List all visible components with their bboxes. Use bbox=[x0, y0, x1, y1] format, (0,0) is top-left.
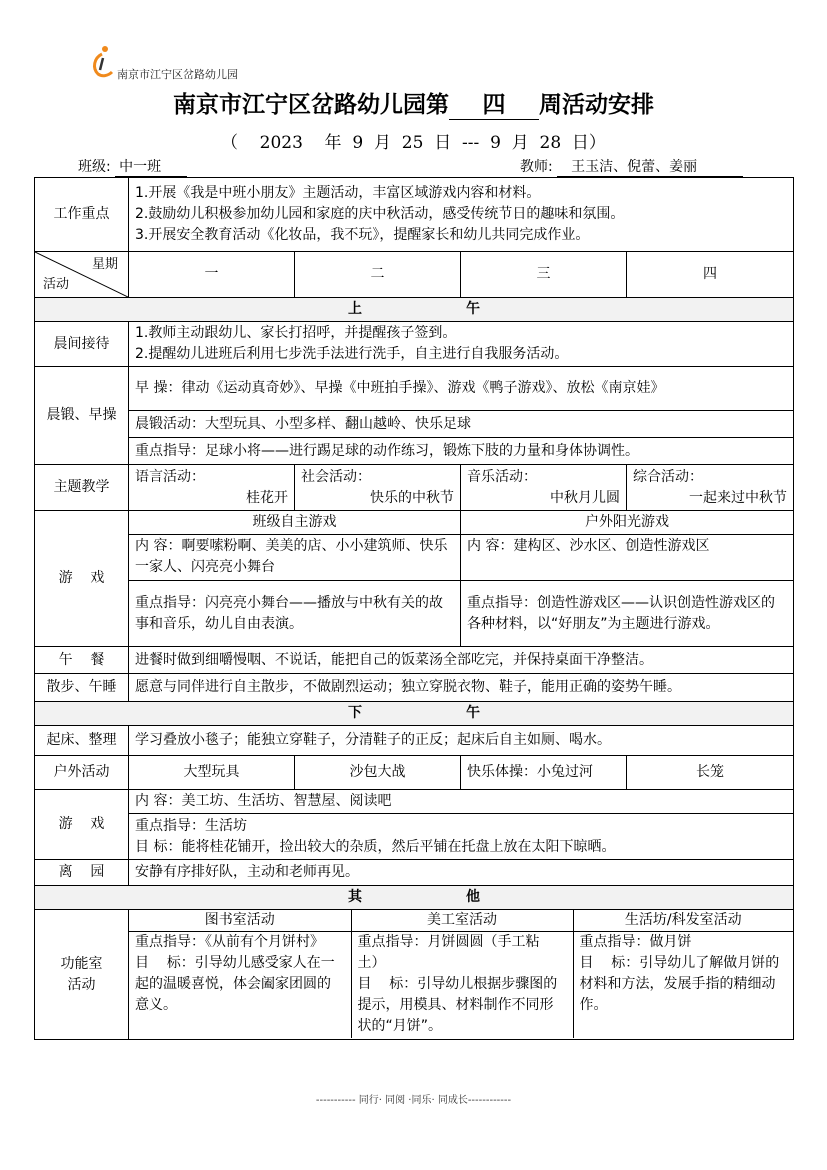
leave-content: 安静有序排好队，主动和老师再见。 bbox=[129, 860, 794, 886]
pm-games-guide: 重点指导：生活坊 bbox=[135, 817, 247, 834]
nap-row bbox=[35, 674, 794, 702]
nap-label: 散步、午睡 bbox=[35, 674, 129, 702]
outdoor-cell-thu: 长笼 bbox=[627, 756, 794, 790]
reception-content bbox=[129, 322, 794, 367]
outdoor-games-guide: 重点指导：创造性游戏区——认识创造性游戏区的各种材料，以“好朋友”为主题进行游戏。 bbox=[461, 581, 794, 647]
library-room-detail: 重点指导：《从前有个月饼村》 目 标：引导幼儿感受家人在一起的温暖喜悦，体会阖家团圆的意义。 bbox=[135, 934, 335, 1013]
theme-row bbox=[35, 465, 794, 511]
focus-label: 工作重点 bbox=[35, 178, 129, 252]
games-content-row bbox=[35, 535, 794, 581]
pm-games-label: 游 戏 bbox=[35, 790, 129, 860]
morning-section-title: 上 午 bbox=[35, 298, 794, 322]
theme-cell-music: 音乐活动： 中秋月儿圆 bbox=[461, 465, 627, 511]
exercise-guide: 重点指导：足球小将——进行踢足球的动作练习，锻炼下肢的力量和身体协调性。 bbox=[129, 438, 794, 465]
other-section-row bbox=[35, 886, 794, 910]
class-games-content: 内 容：啊要嗦粉啊、美美的店、小小建筑师、快乐一家人、闪亮亮小舞台 bbox=[129, 535, 461, 581]
teacher-label: 教师: bbox=[520, 159, 553, 175]
pm-games-guide-cell bbox=[129, 814, 794, 860]
teacher-info bbox=[520, 156, 743, 177]
morning-section-row bbox=[35, 298, 794, 322]
outdoor-games-content: 内 容：建构区、沙水区、创造性游戏区 bbox=[461, 535, 794, 581]
wakeup-row bbox=[35, 726, 794, 756]
outdoor-label: 户外活动 bbox=[35, 756, 129, 790]
rooms-content bbox=[129, 910, 794, 1040]
focus-row bbox=[35, 178, 794, 252]
outdoor-games-title: 户外阳光游戏 bbox=[461, 511, 794, 535]
date-range: （ 2023 年 9 月 25 日 --- 9 月 28 日） bbox=[221, 133, 606, 153]
theme-cell-language: 语言活动： 桂花开 bbox=[129, 465, 295, 511]
corner-activity-label: 活动 bbox=[43, 277, 70, 292]
teacher-value: 王玉洁、倪蕾、姜丽 bbox=[557, 156, 743, 177]
outdoor-row bbox=[35, 756, 794, 790]
art-room-title: 美工室活动 bbox=[351, 910, 573, 932]
exercise-activities: 晨锻活动：大型玩具、小型多样、翻山越岭、快乐足球 bbox=[129, 411, 794, 438]
reception-row bbox=[35, 322, 794, 367]
page-footer: ----------- 同行· 同阅 ·同乐· 同成长------------ bbox=[315, 1095, 512, 1106]
exercise-morning-drill: 早 操：律动《运动真奇妙》、早操《中班拍手操》、游戏《鸭子游戏》、放松《南京娃》 bbox=[129, 367, 794, 411]
weekday-corner-cell bbox=[35, 252, 129, 298]
nap-content: 愿意与同伴进行自主散步，不做剧烈运动；独立穿脱衣物、鞋子，能用正确的姿势午睡。 bbox=[129, 674, 794, 702]
weekday-mon: 一 bbox=[129, 252, 295, 298]
title-prefix: 南京市江宁区岔路幼儿园第 bbox=[173, 91, 449, 118]
exercise-row-3 bbox=[35, 438, 794, 465]
outdoor-cell-tue: 沙包大战 bbox=[295, 756, 461, 790]
reception-item: 2.提醒幼儿进班后利用七步洗手法进行洗手，自主进行自我服务活动。 bbox=[135, 346, 569, 362]
weekday-tue: 二 bbox=[295, 252, 461, 298]
school-logo-icon bbox=[90, 44, 116, 80]
focus-item: 3.开展安全教育活动《化妆品，我不玩》，提醒家长和幼儿共同完成作业。 bbox=[135, 227, 590, 243]
pm-games-row-2 bbox=[35, 814, 794, 860]
rooms-inner-table bbox=[129, 910, 793, 1038]
theme-label: 主题教学 bbox=[35, 465, 129, 511]
rooms-label: 功能室 活动 bbox=[35, 910, 129, 1040]
afternoon-section-row bbox=[35, 702, 794, 726]
class-games-guide: 重点指导：闪亮亮小舞台——播放与中秋有关的故事和音乐，幼儿自由表演。 bbox=[129, 581, 461, 647]
other-section-title: 其 他 bbox=[35, 886, 794, 910]
outdoor-cell-mon: 大型玩具 bbox=[129, 756, 295, 790]
class-value: 中一班 bbox=[115, 156, 187, 177]
lunch-content: 进餐时做到细嚼慢咽、不说话，能把自己的饭菜汤全部吃完，并保持桌面干净整洁。 bbox=[129, 647, 794, 674]
wakeup-label: 起床、整理 bbox=[35, 726, 129, 756]
weekday-header-row bbox=[35, 252, 794, 298]
focus-item: 1.开展《我是中班小朋友》主题活动，丰富区域游戏内容和材料。 bbox=[135, 185, 541, 201]
pm-games-content: 内 容：美工坊、生活坊、智慧屋、阅读吧 bbox=[129, 790, 794, 814]
schedule-table bbox=[34, 177, 794, 1040]
lunch-row bbox=[35, 647, 794, 674]
rooms-detail-row bbox=[129, 932, 793, 1039]
weekday-wed: 三 bbox=[461, 252, 627, 298]
focus-content bbox=[129, 178, 794, 252]
pm-games-goal: 目 标：能将桂花铺开，捡出较大的杂质，然后平铺在托盘上放在太阳下晾晒。 bbox=[135, 838, 616, 855]
class-info bbox=[78, 156, 187, 177]
reception-item: 1.教师主动跟幼儿、家长打招呼，并提醒孩子签到。 bbox=[135, 325, 457, 341]
leave-row bbox=[35, 860, 794, 886]
library-room-title: 图书室活动 bbox=[129, 910, 351, 932]
weekday-thu: 四 bbox=[627, 252, 794, 298]
logo-text: 南京市江宁区岔路幼儿园 bbox=[117, 68, 238, 81]
corner-weekday-label: 星期 bbox=[91, 257, 118, 272]
exercise-row-1 bbox=[35, 367, 794, 411]
afternoon-section-title: 下 午 bbox=[35, 702, 794, 726]
class-label: 班级: bbox=[78, 159, 111, 175]
school-logo bbox=[90, 44, 290, 84]
life-room-title: 生活坊/科发室活动 bbox=[573, 910, 793, 932]
games-label: 游 戏 bbox=[35, 511, 129, 647]
page-title bbox=[0, 86, 827, 120]
art-room-detail: 重点指导：月饼圆圆（手工粘土） 目 标：引导幼儿根据步骤图的提示，用模具、材料制作不同形状的“月饼”。 bbox=[351, 932, 573, 1039]
outdoor-cell-wed: 快乐体操：小兔过河 bbox=[461, 756, 627, 790]
wakeup-content: 学习叠放小毯子；能独立穿鞋子，分清鞋子的正反；起床后自主如厕、喝水。 bbox=[129, 726, 794, 756]
rooms-title-row bbox=[129, 910, 793, 932]
games-guide-row bbox=[35, 581, 794, 647]
rooms-row bbox=[35, 910, 794, 1040]
pm-games-row-1 bbox=[35, 790, 794, 814]
exercise-label: 晨锻、早操 bbox=[35, 367, 129, 465]
lunch-label: 午 餐 bbox=[35, 647, 129, 674]
reception-label: 晨间接待 bbox=[35, 322, 129, 367]
theme-cell-comprehensive: 综合活动： 一起来过中秋节 bbox=[627, 465, 794, 511]
leave-label: 离 园 bbox=[35, 860, 129, 886]
week-number: 四 bbox=[449, 86, 539, 120]
theme-cell-social: 社会活动： 快乐的中秋节 bbox=[295, 465, 461, 511]
life-room-detail: 重点指导：做月饼 目 标：引导幼儿了解做月饼的材料和方法，发展手指的精细动作。 bbox=[573, 932, 793, 1039]
exercise-row-2 bbox=[35, 411, 794, 438]
focus-item: 2.鼓励幼儿积极参加幼儿园和家庭的庆中秋活动，感受传统节日的趣味和氛围。 bbox=[135, 206, 625, 222]
class-games-title: 班级自主游戏 bbox=[129, 511, 461, 535]
games-title-row bbox=[35, 511, 794, 535]
title-suffix: 周活动安排 bbox=[539, 91, 654, 118]
